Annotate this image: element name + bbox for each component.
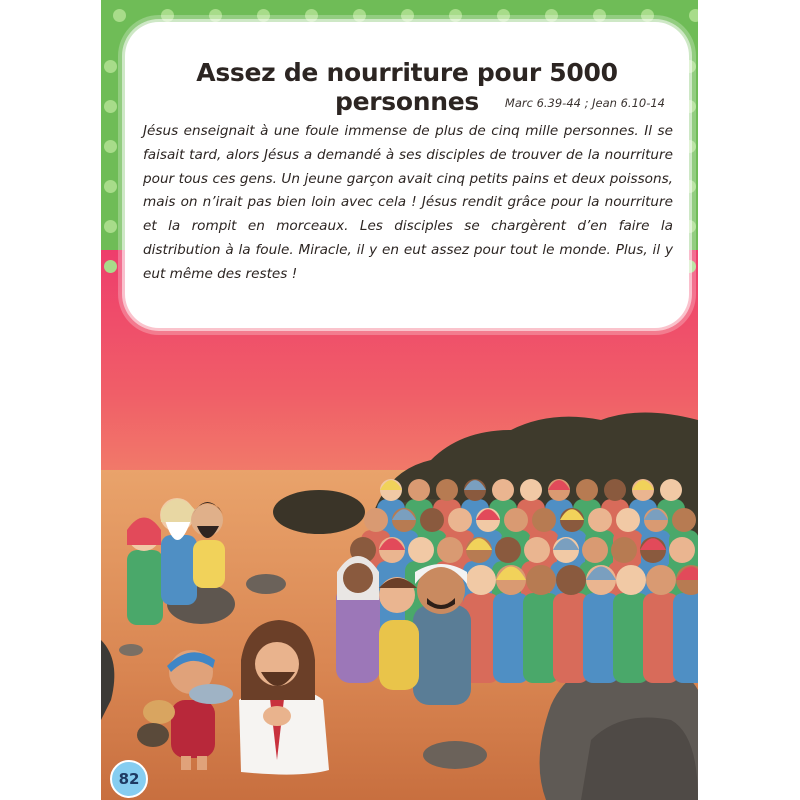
child-in-yellow [379, 577, 419, 690]
crowd-person-head [616, 565, 646, 595]
fish-icon [189, 684, 233, 704]
crowd-person-head [669, 537, 695, 563]
crowd-person-head [437, 537, 463, 563]
crowd-person-head [420, 508, 444, 532]
crowd-person-head [520, 479, 542, 501]
crowd-person-head [466, 565, 496, 595]
crowd-person-head [408, 537, 434, 563]
crowd-person-head [582, 537, 608, 563]
rock-icon [423, 741, 487, 769]
crowd-person-head [524, 537, 550, 563]
page-number-badge: 82 [110, 760, 148, 798]
book-page [101, 0, 698, 800]
crowd-person-head [604, 479, 626, 501]
bush-icon [273, 490, 365, 534]
story-text: Jésus enseignait à une foule immense de plus de cinq mille personnes. Il se faisait tard, alors Jésus a demandé à ses disciples de trouver de la nourriture pour tous ces gens. Un jeune garçon avait cinq petits pains et deux poissons, mais on n’irait pas bien loin avec cela ! Jésus rendit grâce pour la nourriture et la rompit en morceaux. Les disciples se chargèrent d’en faire la distribution à la foule. Miracle, il y en eut assez pour tout le monde. Plus, il y eut même des restes ! [143, 123, 673, 282]
boy-with-loaves-and-fish [137, 650, 233, 770]
crowd-person-head [588, 508, 612, 532]
crowd-person-head [436, 479, 458, 501]
crowd-person-head [492, 479, 514, 501]
crowd-person-head [504, 508, 528, 532]
crowd-person-head [526, 565, 556, 595]
crowd-person-head [364, 508, 388, 532]
crowd-person-head [576, 479, 598, 501]
crowd-person-head [672, 508, 696, 532]
crowd-person-head [556, 565, 586, 595]
crowd-person-body [673, 593, 698, 683]
bread-loaf-icon [143, 700, 175, 724]
crowd-person-head [408, 479, 430, 501]
crowd-person-head [448, 508, 472, 532]
crowd-person-head [495, 537, 521, 563]
crowd-person-head [616, 508, 640, 532]
woman-in-purple [336, 556, 380, 683]
crowd-person-head [646, 565, 676, 595]
story-title: Assez de nourriture pour 5000 personnes [196, 58, 618, 116]
crowd-person-head [660, 479, 682, 501]
story-card [125, 22, 689, 328]
crowd-person-head [611, 537, 637, 563]
jesus-figure [239, 620, 329, 775]
rock-icon [246, 574, 286, 594]
man-with-turban [413, 564, 471, 705]
scripture-reference: Marc 6.39-44 ; Jean 6.10-14 [504, 96, 665, 110]
crowd-person-head [532, 508, 556, 532]
